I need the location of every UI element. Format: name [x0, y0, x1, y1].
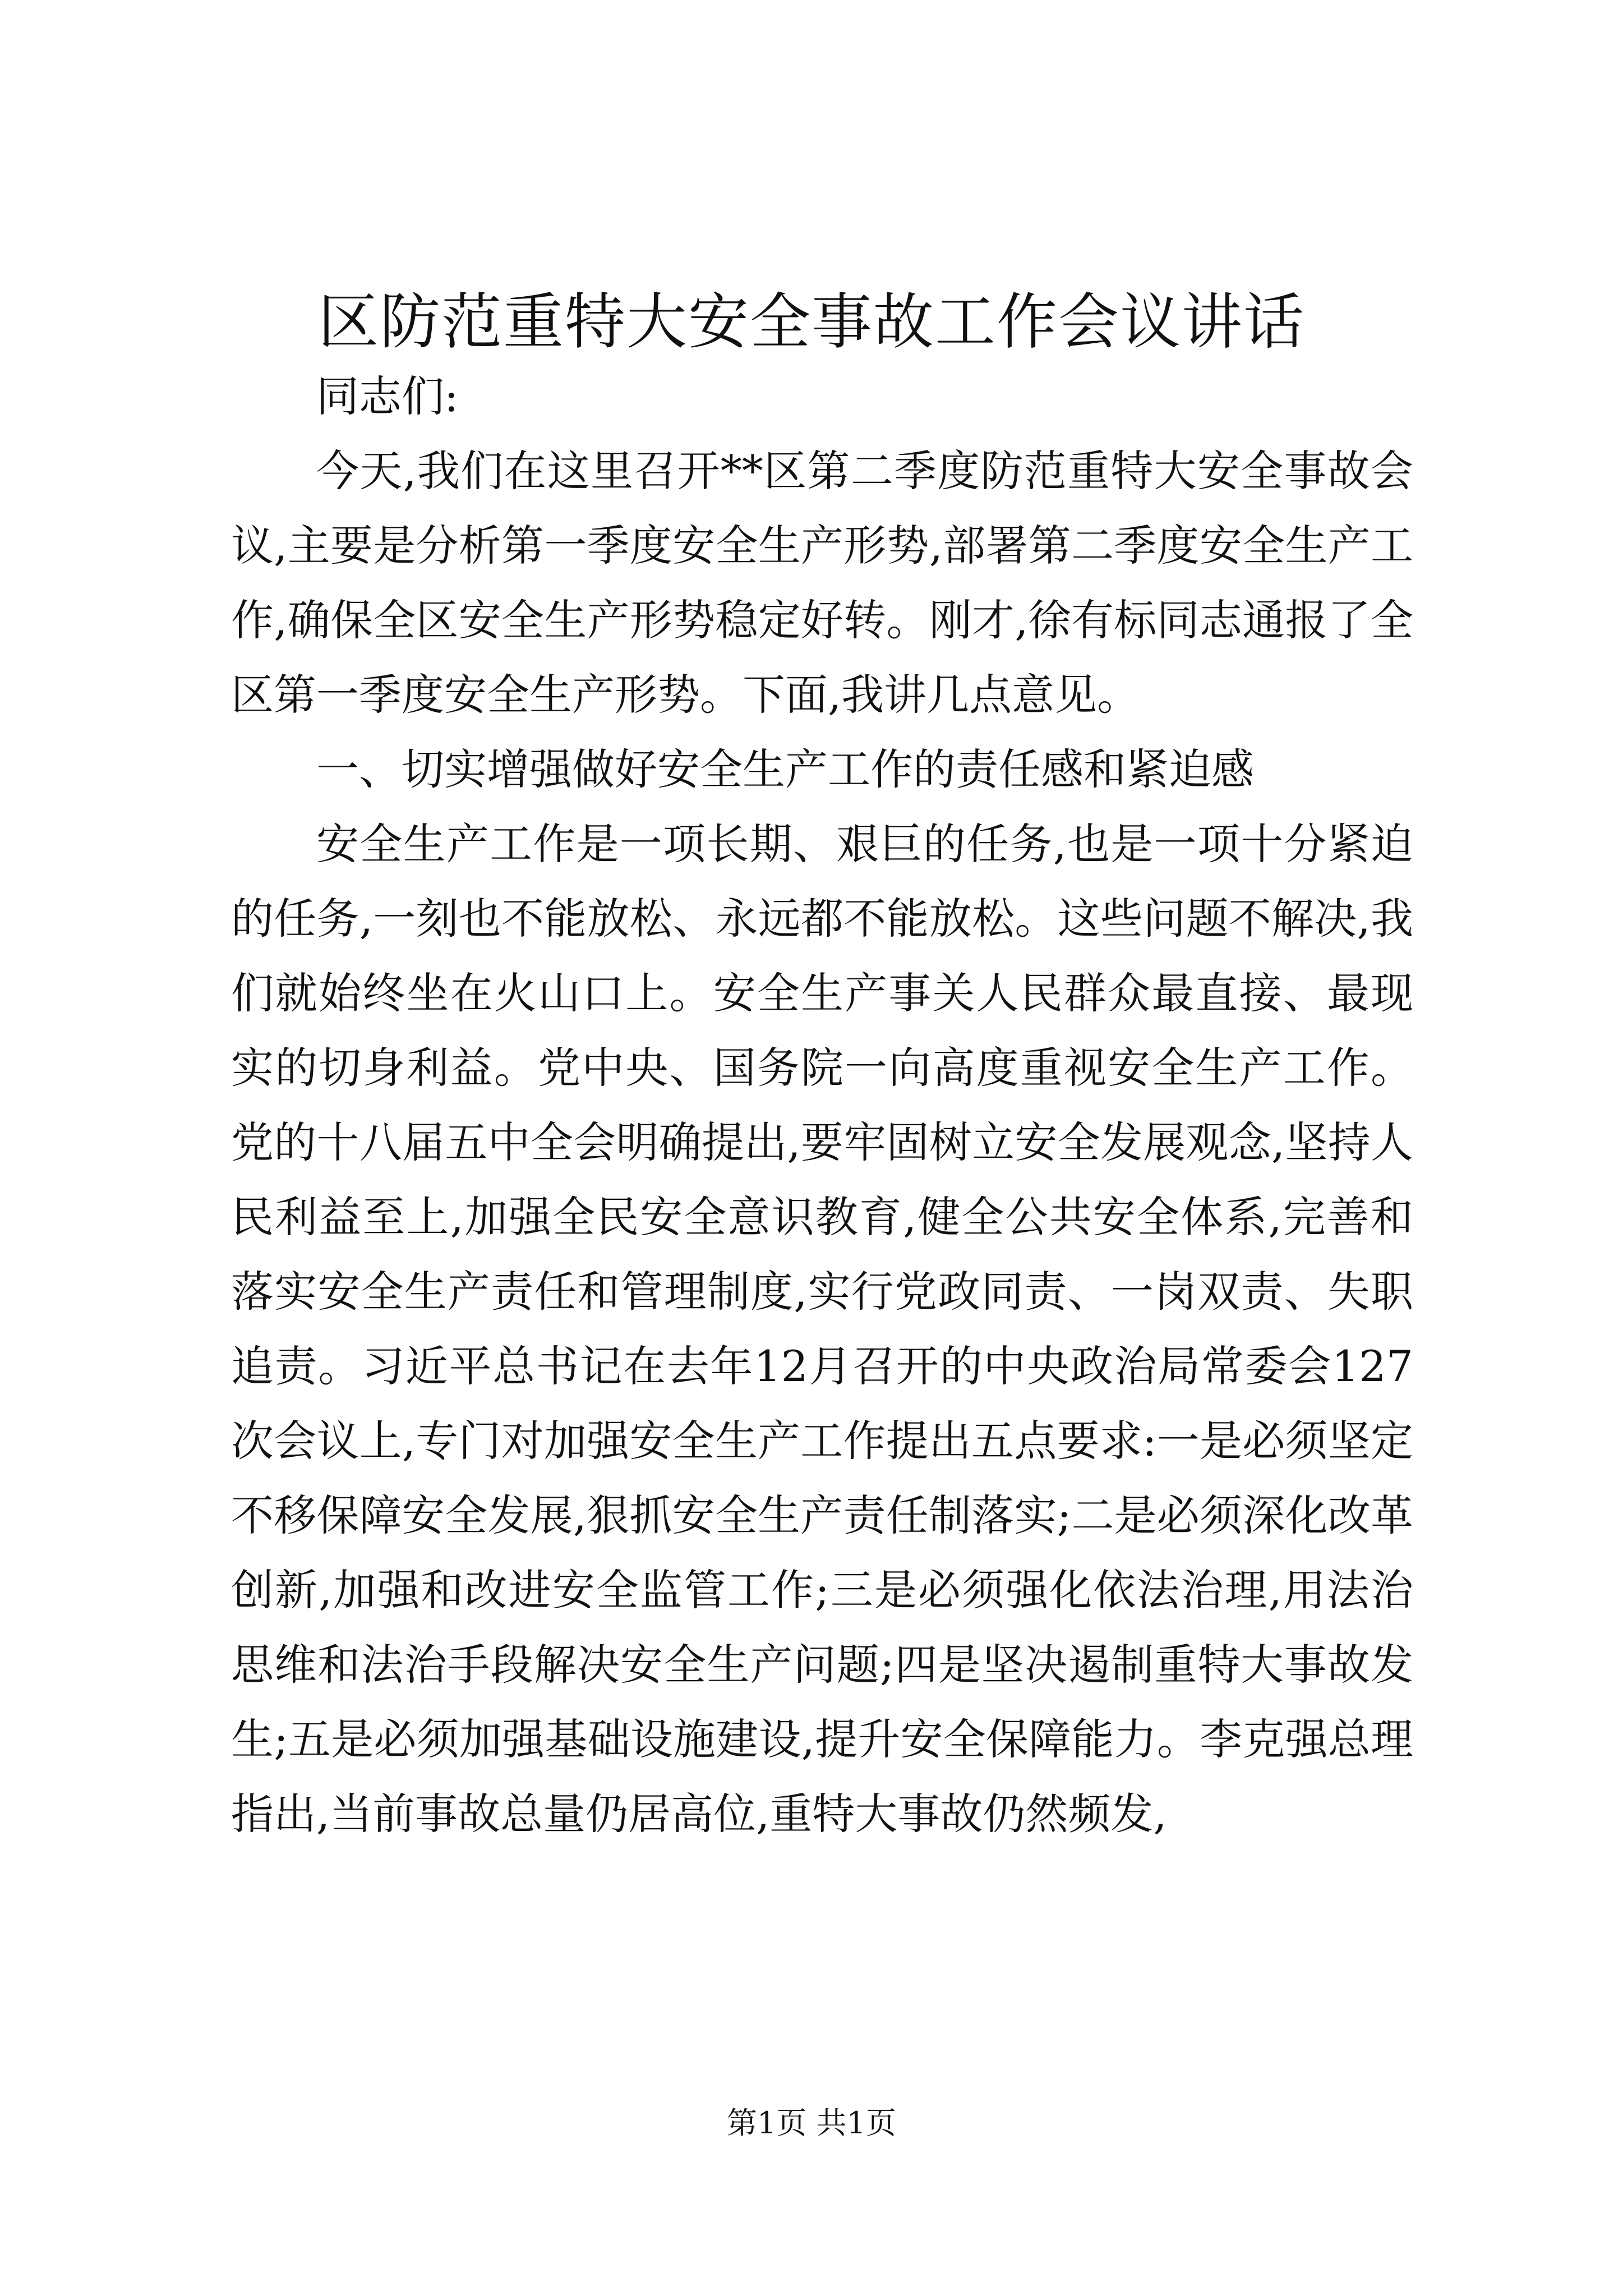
- salutation-paragraph: 同志们:: [316, 371, 459, 421]
- intro-paragraph: 今天,我们在这里召开**区第二季度防范重特大安全事故会议,主要是分析第一季度安全生产形势,部署第二季度安全生产工作,确保全区安全生产形势稳定好转。刚才,徐有标同志通报了全区第一季度安全生产形势。下面,我讲几点意见。: [231, 446, 1413, 720]
- body-paragraph: 安全生产工作是一项长期、艰巨的任务,也是一项十分紧迫的任务,一刻也不能放松、永远都不能放松。这些问题不解决,我们就始终坐在火山口上。安全生产事关人民群众最直接、最现实的切身利益。党中央、国务院一向高度重视安全生产工作。党的十八届五中全会明确提出,要牢固树立安全发展观念,坚持人民利益至上,加强全民安全意识教育,健全公共安全体系,完善和落实安全生产责任和管理制度,实行党政同责、一岗双责、失职追责。习近平总书记在去年12月召开的中央政治局常委会127次会议上,专门对加强安全生产工作提出五点要求:一是必须坚定不移保障安全发展,狠抓安全生产责任制落实;二是必须深化改革创新,加强和改进安全监管工作;三是必须强化依法治理,用法治思维和法治手段解决安全生产问题;四是坚决遏制重特大事故发生;五是必须加强基础设施建设,提升安全保障能力。李克强总理指出,当前事故总量仍居高位,重特大事故仍然频发,: [231, 819, 1413, 1839]
- document-body: [231, 359, 1413, 1851]
- document-title: 区防范重特大安全事故工作会议讲话: [317, 287, 1305, 357]
- page-footer: 第1页 共1页: [727, 2105, 896, 2141]
- section-heading: 一、切实增强做好安全生产工作的责任感和紧迫感: [316, 744, 1254, 794]
